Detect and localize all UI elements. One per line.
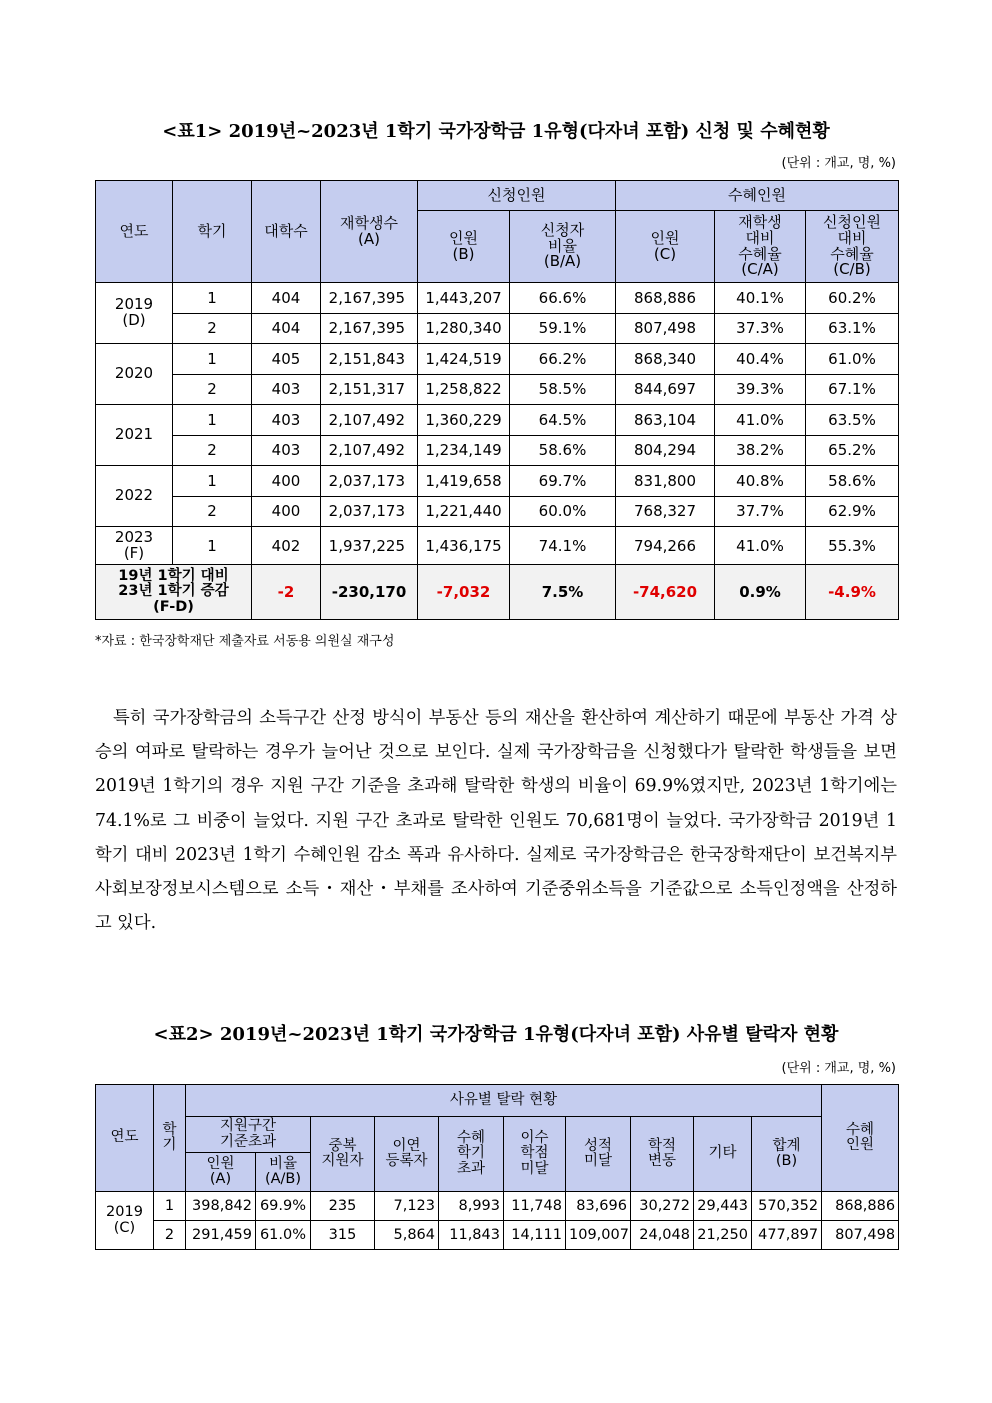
t2-header-total: 합계 (B) [752,1117,822,1192]
table-row [96,1221,899,1250]
table-cell: 1,234,149 [418,435,510,466]
t2-header-over-count: 인원 (A) [186,1153,256,1192]
table-row [96,405,899,436]
year-cell: 2019 (D) [96,283,173,344]
table-cell: 59.1% [510,313,616,344]
table2-unit: (단위 : 개교, 명, %) [781,1061,896,1076]
table-cell: 37.7% [715,496,806,527]
table1 [95,180,899,620]
table-cell: 58.5% [510,374,616,405]
table-cell: 24,048 [631,1221,694,1250]
year-cell: 2023 (F) [96,527,173,565]
table-cell: 2 [173,313,252,344]
table-cell: 844,697 [616,374,715,405]
table-cell: -7,032 [418,565,510,620]
table-cell: 8,993 [439,1192,504,1221]
table-cell: 403 [252,374,321,405]
table-cell: 5,864 [375,1221,439,1250]
table2 [95,1084,899,1250]
table-cell: 63.5% [806,405,899,436]
table-cell: 868,340 [616,344,715,375]
table-row [96,1192,899,1221]
table-cell: 768,327 [616,496,715,527]
t1-header-applicant-ratio: 신청자 비율 (B/A) [510,211,616,283]
table-cell: 807,498 [822,1221,899,1250]
t2-header-deferred: 이연 등록자 [375,1117,439,1192]
table-cell: 2 [173,435,252,466]
t1-header-rate-applicants: 신청인원 대비 수혜율 (C/B) [806,211,899,283]
t2-header-status-change: 학적 변동 [631,1117,694,1192]
table-cell: 39.3% [715,374,806,405]
table-row [96,313,899,344]
table-cell: 38.2% [715,435,806,466]
table-row [96,374,899,405]
table-cell: 804,294 [616,435,715,466]
t1-header-semester: 학기 [173,181,252,283]
table-cell: 2,107,492 [321,405,418,436]
t2-header-group: 사유별 탈락 현황 [186,1085,822,1117]
table-cell: 1 [173,527,252,565]
table-cell: 1,258,822 [418,374,510,405]
table-cell: 69.9% [256,1192,311,1221]
table-cell: 1,424,519 [418,344,510,375]
table-row [96,496,899,527]
t1-header-beneficiaries-group: 수혜인원 [616,181,899,211]
table-cell: 58.6% [806,466,899,497]
t2-header-beneficiaries: 수혜 인원 [822,1085,899,1192]
table-row [96,466,899,497]
table-cell: -74,620 [616,565,715,620]
table-cell: 868,886 [616,283,715,314]
table-cell: 2,151,843 [321,344,418,375]
year-cell: 2021 [96,405,173,466]
table-row [96,435,899,466]
table1-unit: (단위 : 개교, 명, %) [781,156,896,171]
table-cell: 404 [252,283,321,314]
table-cell: 60.0% [510,496,616,527]
table-cell: 831,800 [616,466,715,497]
table-cell: 40.1% [715,283,806,314]
table2-title: <표2> 2019년~2023년 1학기 국가장학금 1유형(다자녀 포함) 사유별 탈락자 현황 [153,1024,839,1045]
table-cell: 11,748 [504,1192,566,1221]
table-cell: 2,037,173 [321,466,418,497]
table-cell: 55.3% [806,527,899,565]
table-cell: 1 [173,405,252,436]
table-cell: 477,897 [752,1221,822,1250]
table-cell: 40.8% [715,466,806,497]
table-cell: 63.1% [806,313,899,344]
t2-header-over-group: 지원구간 기준초과 [186,1117,311,1153]
table-row [96,527,899,565]
table-cell: -230,170 [321,565,418,620]
t2-header-grade-short: 성적 미달 [566,1117,631,1192]
table-cell: 315 [311,1221,375,1250]
table-cell: 2,151,317 [321,374,418,405]
table-cell: 868,886 [822,1192,899,1221]
t1-header-applicants: 인원 (B) [418,211,510,283]
table-row [96,344,899,375]
table-cell: 2 [173,374,252,405]
t2-header-credit-short: 이수 학점 미달 [504,1117,566,1192]
table-cell: 2 [173,496,252,527]
table-cell: 1,436,175 [418,527,510,565]
table-cell: 2,167,395 [321,313,418,344]
year-cell: 2019 (C) [96,1192,154,1250]
table-cell: 61.0% [806,344,899,375]
t2-header-over-ratio: 비율 (A/B) [256,1153,311,1192]
t1-header-beneficiaries: 인원 (C) [616,211,715,283]
year-cell: 2022 [96,466,173,527]
table-cell: 61.0% [256,1221,311,1250]
table-cell: 1,221,440 [418,496,510,527]
table-cell: 1,443,207 [418,283,510,314]
table-cell: 1,280,340 [418,313,510,344]
table-cell: 60.2% [806,283,899,314]
table-cell: 29,443 [694,1192,752,1221]
table-cell: 41.0% [715,527,806,565]
table1-source-note: *자료 : 한국장학재단 제출자료 서동용 의원실 재구성 [95,634,395,649]
t1-header-applicants-group: 신청인원 [418,181,616,211]
body-paragraph: 특히 국가장학금의 소득구간 산정 방식이 부동산 등의 재산을 환산하여 계산하기 때문에 부동산 가격 상승의 여파로 탈락하는 경우가 늘어난 것으로 보인다. 실제 국가장학금을 신청했다가 탈락한 학생들을 보면 2019년 1학기의 경우 지원 구간 기준을 초과해 탈락한 학생의 비율이 69.9%였지만, 2023년 1학기에는 74.1%로 그 비중이 늘었다. 지원 구간 초과로 탈락한 인원도 70,681명이 늘었다. 국가장학금 2019년 1학기 대비 2023년 1학기 수혜인원 감소 폭과 유사하다. 실제로 국가장학금은 한국장학재단이 보건복지부 사회보장정보시스템으로 소득・재산・부채를 조사하여 기준중위소득을 기준값으로 소득인정액을 산정하고 있다. [95,708,897,934]
year-cell: 2020 [96,344,173,405]
table-cell: 0.9% [715,565,806,620]
t2-header-semester-over: 수혜 학기 초과 [439,1117,504,1192]
table-cell: 40.4% [715,344,806,375]
table-cell: 863,104 [616,405,715,436]
table-cell: 41.0% [715,405,806,436]
t2-header-year: 연도 [96,1085,154,1192]
table-cell: 291,459 [186,1221,256,1250]
table-cell: 109,007 [566,1221,631,1250]
table-row [96,283,899,314]
table-cell: 403 [252,405,321,436]
table-cell: 235 [311,1192,375,1221]
table-cell: 14,111 [504,1221,566,1250]
table-cell: 398,842 [186,1192,256,1221]
table1-body [96,283,899,565]
table-cell: 74.1% [510,527,616,565]
table-cell: 404 [252,313,321,344]
table-cell: 69.7% [510,466,616,497]
t1-header-rate-enrolled: 재학생 대비 수혜율 (C/A) [715,211,806,283]
table-cell: 2 [154,1221,186,1250]
table-cell: 402 [252,527,321,565]
table1-diff-row [96,565,899,620]
table-cell: 1,937,225 [321,527,418,565]
table-cell: 30,272 [631,1192,694,1221]
t1-header-schools: 대학수 [252,181,321,283]
t2-header-other: 기타 [694,1117,752,1192]
table-cell: 11,843 [439,1221,504,1250]
table-cell: 66.6% [510,283,616,314]
table1-title: <표1> 2019년~2023년 1학기 국가장학금 1유형(다자녀 포함) 신청 및 수혜현황 [162,121,830,142]
table-cell: 807,498 [616,313,715,344]
table-cell: 400 [252,466,321,497]
table-cell: 403 [252,435,321,466]
table-cell: 2,037,173 [321,496,418,527]
table-cell: 7.5% [510,565,616,620]
table-cell: 1,360,229 [418,405,510,436]
table-cell: 67.1% [806,374,899,405]
table2-body [96,1192,899,1250]
table-cell: 1 [173,283,252,314]
table-cell: 7,123 [375,1192,439,1221]
table-cell: 83,696 [566,1192,631,1221]
table-cell: 66.2% [510,344,616,375]
t2-header-semester: 학 기 [154,1085,186,1192]
table-cell: -4.9% [806,565,899,620]
table-cell: 1,419,658 [418,466,510,497]
table-cell: 405 [252,344,321,375]
table-cell: 62.9% [806,496,899,527]
table-cell: 37.3% [715,313,806,344]
table-cell: 2,107,492 [321,435,418,466]
table-cell: 570,352 [752,1192,822,1221]
table-cell: 1 [173,344,252,375]
t2-header-duplicate: 중복 지원자 [311,1117,375,1192]
table-cell: 64.5% [510,405,616,436]
table-cell: -2 [252,565,321,620]
t1-diff-label: 19년 1학기 대비 23년 1학기 증감 (F-D) [96,565,252,620]
table-cell: 21,250 [694,1221,752,1250]
table-cell: 1 [173,466,252,497]
t1-header-year: 연도 [96,181,173,283]
table-cell: 1 [154,1192,186,1221]
table-cell: 2,167,395 [321,283,418,314]
t1-header-enrolled: 재학생수 (A) [321,181,418,283]
table-cell: 794,266 [616,527,715,565]
table-cell: 400 [252,496,321,527]
table-cell: 65.2% [806,435,899,466]
table-cell: 58.6% [510,435,616,466]
